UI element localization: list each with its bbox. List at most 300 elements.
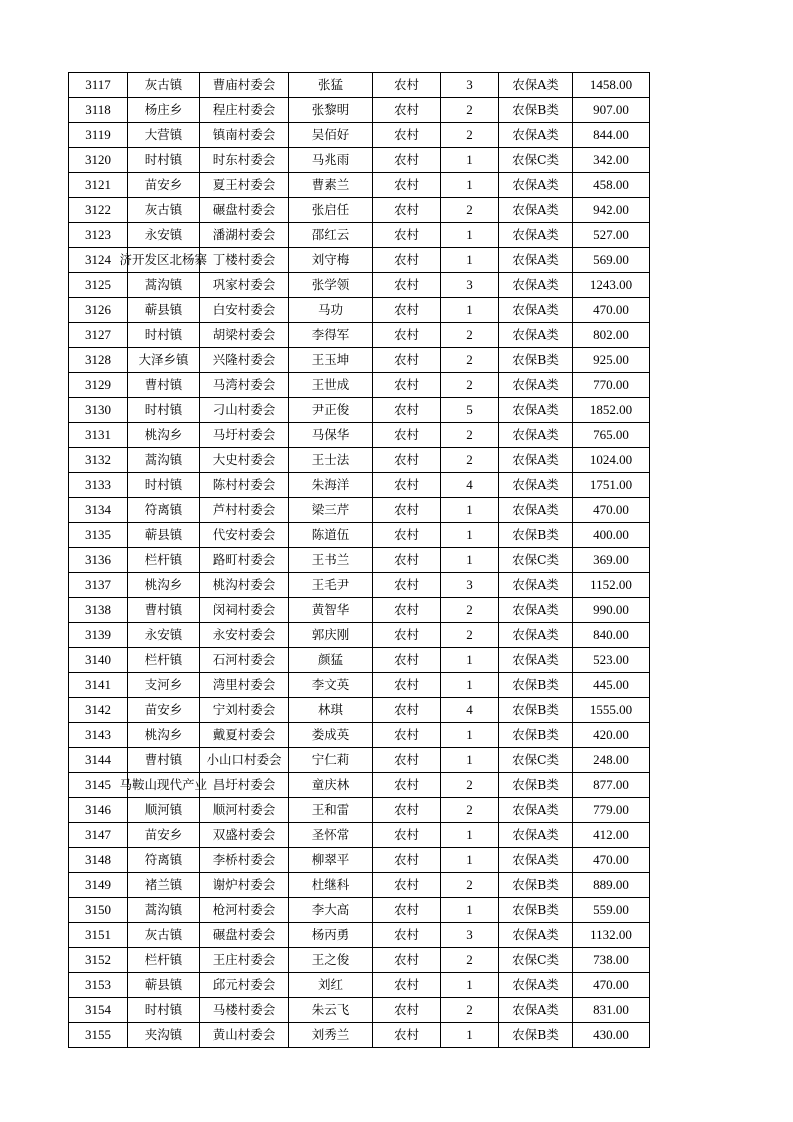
- household-size-cell: 2: [441, 198, 499, 223]
- village-committee-cell: 顺河村委会: [200, 798, 289, 823]
- insurance-category-cell: 农保A类: [499, 473, 573, 498]
- serial-number-cell: 3135: [69, 523, 128, 548]
- area-type-cell: 农村: [373, 848, 441, 873]
- township-text: 支河乡: [144, 677, 183, 692]
- amount-cell: 248.00: [573, 748, 650, 773]
- amount-cell: 889.00: [573, 873, 650, 898]
- village-committee-cell: 潘湖村委会: [200, 223, 289, 248]
- area-type-cell: 农村: [373, 748, 441, 773]
- insurance-category-cell: 农保B类: [499, 1023, 573, 1048]
- township-cell: [128, 373, 200, 398]
- township-text: 杨庄乡: [144, 102, 183, 117]
- table-row: [69, 798, 650, 823]
- village-committee-cell: 双盛村委会: [200, 823, 289, 848]
- insurance-category-cell: 农保C类: [499, 948, 573, 973]
- township-text: 济开发区北杨寨: [119, 252, 208, 267]
- area-type-cell: 农村: [373, 73, 441, 98]
- name-cell: 张猛: [289, 73, 373, 98]
- name-cell: 郭庆刚: [289, 623, 373, 648]
- village-committee-cell: 马楼村委会: [200, 998, 289, 1023]
- township-cell: [128, 473, 200, 498]
- name-cell: 张启任: [289, 198, 373, 223]
- household-size-cell: 1: [441, 848, 499, 873]
- amount-cell: 470.00: [573, 298, 650, 323]
- household-size-cell: 1: [441, 523, 499, 548]
- name-cell: 张黎明: [289, 98, 373, 123]
- township-text: 符离镇: [144, 502, 183, 517]
- village-committee-cell: 程庄村委会: [200, 98, 289, 123]
- name-cell: 王和雷: [289, 798, 373, 823]
- insurance-category-cell: 农保B类: [499, 348, 573, 373]
- village-committee-cell: 石河村委会: [200, 648, 289, 673]
- township-cell: [128, 698, 200, 723]
- name-cell: 林琪: [289, 698, 373, 723]
- household-size-cell: 1: [441, 498, 499, 523]
- township-text: 蕲县镇: [144, 527, 183, 542]
- village-committee-cell: 代安村委会: [200, 523, 289, 548]
- household-size-cell: 1: [441, 548, 499, 573]
- household-size-cell: 1: [441, 723, 499, 748]
- serial-number-cell: 3138: [69, 598, 128, 623]
- table-row: [69, 98, 650, 123]
- household-size-cell: 2: [441, 998, 499, 1023]
- area-type-cell: 农村: [373, 173, 441, 198]
- township-cell: [128, 523, 200, 548]
- village-committee-cell: 桃沟村委会: [200, 573, 289, 598]
- serial-number-cell: 3123: [69, 223, 128, 248]
- township-text: 灰古镇: [144, 77, 183, 92]
- serial-number-cell: 3147: [69, 823, 128, 848]
- insurance-category-cell: 农保A类: [499, 73, 573, 98]
- table-row: [69, 73, 650, 98]
- serial-number-cell: 3119: [69, 123, 128, 148]
- township-cell: [128, 923, 200, 948]
- table-row: [69, 223, 650, 248]
- township-text: 蒿沟镇: [144, 902, 183, 917]
- township-cell: [128, 123, 200, 148]
- township-text: 曹村镇: [144, 752, 183, 767]
- name-cell: 李大高: [289, 898, 373, 923]
- village-committee-cell: 小山口村委会: [200, 748, 289, 773]
- area-type-cell: 农村: [373, 298, 441, 323]
- serial-number-cell: 3130: [69, 398, 128, 423]
- amount-cell: 559.00: [573, 898, 650, 923]
- amount-cell: 990.00: [573, 598, 650, 623]
- township-cell: [128, 748, 200, 773]
- amount-cell: 470.00: [573, 848, 650, 873]
- insurance-category-cell: 农保A类: [499, 998, 573, 1023]
- serial-number-cell: 3129: [69, 373, 128, 398]
- amount-cell: 942.00: [573, 198, 650, 223]
- household-size-cell: 2: [441, 323, 499, 348]
- township-text: 栏杆镇: [144, 552, 183, 567]
- insurance-category-cell: 农保A类: [499, 198, 573, 223]
- table-row: [69, 873, 650, 898]
- area-type-cell: 农村: [373, 448, 441, 473]
- household-size-cell: 2: [441, 98, 499, 123]
- amount-cell: 1132.00: [573, 923, 650, 948]
- name-cell: 李文英: [289, 673, 373, 698]
- township-text: 时村镇: [144, 327, 183, 342]
- amount-cell: 907.00: [573, 98, 650, 123]
- area-type-cell: 农村: [373, 148, 441, 173]
- township-text: 大营镇: [144, 127, 183, 142]
- insurance-category-cell: 农保A类: [499, 373, 573, 398]
- area-type-cell: 农村: [373, 423, 441, 448]
- table-row: [69, 698, 650, 723]
- township-cell: [128, 823, 200, 848]
- name-cell: 王世成: [289, 373, 373, 398]
- household-size-cell: 2: [441, 373, 499, 398]
- table-row: [69, 973, 650, 998]
- village-committee-cell: 碾盘村委会: [200, 198, 289, 223]
- township-cell: [128, 998, 200, 1023]
- table-row: [69, 573, 650, 598]
- serial-number-cell: 3141: [69, 673, 128, 698]
- name-cell: 颜猛: [289, 648, 373, 673]
- village-committee-cell: 李桥村委会: [200, 848, 289, 873]
- table-row: [69, 773, 650, 798]
- amount-cell: 445.00: [573, 673, 650, 698]
- village-committee-cell: 胡梁村委会: [200, 323, 289, 348]
- township-text: 时村镇: [144, 477, 183, 492]
- name-cell: 杜继科: [289, 873, 373, 898]
- township-cell: [128, 673, 200, 698]
- name-cell: 柳翠平: [289, 848, 373, 873]
- household-size-cell: 2: [441, 448, 499, 473]
- township-cell: [128, 573, 200, 598]
- name-cell: 刘秀兰: [289, 1023, 373, 1048]
- serial-number-cell: 3153: [69, 973, 128, 998]
- table-row: [69, 623, 650, 648]
- table-row: [69, 173, 650, 198]
- table-row: [69, 648, 650, 673]
- serial-number-cell: 3134: [69, 498, 128, 523]
- household-size-cell: 3: [441, 573, 499, 598]
- insurance-category-cell: 农保A类: [499, 273, 573, 298]
- table-row: [69, 198, 650, 223]
- area-type-cell: 农村: [373, 998, 441, 1023]
- township-cell: [128, 848, 200, 873]
- table-row: [69, 548, 650, 573]
- serial-number-cell: 3117: [69, 73, 128, 98]
- household-size-cell: 1: [441, 898, 499, 923]
- amount-cell: 420.00: [573, 723, 650, 748]
- insurance-category-cell: 农保A类: [499, 573, 573, 598]
- amount-cell: 470.00: [573, 973, 650, 998]
- area-type-cell: 农村: [373, 823, 441, 848]
- township-cell: [128, 598, 200, 623]
- area-type-cell: 农村: [373, 948, 441, 973]
- household-size-cell: 2: [441, 873, 499, 898]
- table-row: [69, 923, 650, 948]
- township-text: 曹村镇: [144, 377, 183, 392]
- village-committee-cell: 白安村委会: [200, 298, 289, 323]
- name-cell: 王玉坤: [289, 348, 373, 373]
- table-row: [69, 373, 650, 398]
- area-type-cell: 农村: [373, 598, 441, 623]
- area-type-cell: 农村: [373, 973, 441, 998]
- insurance-category-cell: 农保A类: [499, 798, 573, 823]
- household-size-cell: 1: [441, 248, 499, 273]
- household-size-cell: 3: [441, 273, 499, 298]
- amount-cell: 779.00: [573, 798, 650, 823]
- area-type-cell: 农村: [373, 548, 441, 573]
- insurance-category-cell: 农保A类: [499, 123, 573, 148]
- amount-cell: 1555.00: [573, 698, 650, 723]
- table-row: [69, 673, 650, 698]
- household-size-cell: 2: [441, 348, 499, 373]
- township-cell: [128, 423, 200, 448]
- township-cell: [119, 248, 208, 273]
- name-cell: 黄智华: [289, 598, 373, 623]
- township-text: 苗安乡: [144, 827, 183, 842]
- township-cell: [128, 873, 200, 898]
- insurance-category-cell: 农保B类: [499, 873, 573, 898]
- insurance-category-cell: 农保A类: [499, 448, 573, 473]
- insurance-category-cell: 农保B类: [499, 98, 573, 123]
- township-cell: [128, 323, 200, 348]
- village-committee-cell: 芦村村委会: [200, 498, 289, 523]
- household-size-cell: 1: [441, 223, 499, 248]
- insurance-category-cell: 农保A类: [499, 398, 573, 423]
- table-row: [69, 123, 650, 148]
- household-size-cell: 1: [441, 823, 499, 848]
- village-committee-cell: 镇南村委会: [200, 123, 289, 148]
- township-text: 桃沟乡: [144, 727, 183, 742]
- household-size-cell: 1: [441, 148, 499, 173]
- township-text: 蒿沟镇: [144, 452, 183, 467]
- household-size-cell: 1: [441, 173, 499, 198]
- area-type-cell: 农村: [373, 923, 441, 948]
- village-committee-cell: 宁刘村委会: [200, 698, 289, 723]
- amount-cell: 765.00: [573, 423, 650, 448]
- relief-roster-table: [68, 72, 650, 1048]
- township-cell: [128, 73, 200, 98]
- insurance-category-cell: 农保C类: [499, 548, 573, 573]
- area-type-cell: 农村: [373, 648, 441, 673]
- village-committee-cell: 戴夏村委会: [200, 723, 289, 748]
- township-cell: [128, 798, 200, 823]
- area-type-cell: 农村: [373, 348, 441, 373]
- name-cell: 圣怀常: [289, 823, 373, 848]
- insurance-category-cell: 农保C类: [499, 748, 573, 773]
- township-text: 蒿沟镇: [144, 277, 183, 292]
- village-committee-cell: 曹庙村委会: [200, 73, 289, 98]
- township-cell: [119, 773, 208, 798]
- serial-number-cell: 3148: [69, 848, 128, 873]
- village-committee-cell: 枪河村委会: [200, 898, 289, 923]
- name-cell: 娄成英: [289, 723, 373, 748]
- insurance-category-cell: 农保A类: [499, 973, 573, 998]
- insurance-category-cell: 农保A类: [499, 173, 573, 198]
- serial-number-cell: 3144: [69, 748, 128, 773]
- village-committee-cell: 永安村委会: [200, 623, 289, 648]
- amount-cell: 844.00: [573, 123, 650, 148]
- insurance-category-cell: 农保B类: [499, 698, 573, 723]
- household-size-cell: 1: [441, 673, 499, 698]
- household-size-cell: 5: [441, 398, 499, 423]
- name-cell: 李得军: [289, 323, 373, 348]
- amount-cell: 1024.00: [573, 448, 650, 473]
- amount-cell: 1152.00: [573, 573, 650, 598]
- insurance-category-cell: 农保B类: [499, 773, 573, 798]
- table-row: [69, 848, 650, 873]
- village-committee-cell: 大史村委会: [200, 448, 289, 473]
- township-cell: [128, 173, 200, 198]
- table-row: [69, 323, 650, 348]
- name-cell: 陈道伍: [289, 523, 373, 548]
- insurance-category-cell: 农保B类: [499, 673, 573, 698]
- household-size-cell: 2: [441, 123, 499, 148]
- table-row: [69, 273, 650, 298]
- township-text: 灰古镇: [144, 927, 183, 942]
- household-size-cell: 2: [441, 598, 499, 623]
- area-type-cell: 农村: [373, 898, 441, 923]
- area-type-cell: 农村: [373, 1023, 441, 1048]
- household-size-cell: 1: [441, 1023, 499, 1048]
- township-text: 苗安乡: [144, 177, 183, 192]
- serial-number-cell: 3140: [69, 648, 128, 673]
- insurance-category-cell: 农保A类: [499, 923, 573, 948]
- name-cell: 张学领: [289, 273, 373, 298]
- township-cell: [128, 198, 200, 223]
- area-type-cell: 农村: [373, 873, 441, 898]
- name-cell: 马功: [289, 298, 373, 323]
- village-committee-cell: 时东村委会: [200, 148, 289, 173]
- township-text: 灰古镇: [144, 202, 183, 217]
- name-cell: 马保华: [289, 423, 373, 448]
- area-type-cell: 农村: [373, 623, 441, 648]
- village-committee-cell: 兴隆村委会: [200, 348, 289, 373]
- insurance-category-cell: 农保A类: [499, 423, 573, 448]
- name-cell: 杨丙勇: [289, 923, 373, 948]
- household-size-cell: 2: [441, 773, 499, 798]
- insurance-category-cell: 农保A类: [499, 598, 573, 623]
- amount-cell: 840.00: [573, 623, 650, 648]
- village-committee-cell: 碾盘村委会: [200, 923, 289, 948]
- amount-cell: 877.00: [573, 773, 650, 798]
- table-row: [69, 898, 650, 923]
- area-type-cell: 农村: [373, 398, 441, 423]
- amount-cell: 1852.00: [573, 398, 650, 423]
- township-text: 曹村镇: [144, 602, 183, 617]
- township-text: 永安镇: [144, 627, 183, 642]
- household-size-cell: 3: [441, 73, 499, 98]
- village-committee-cell: 闵祠村委会: [200, 598, 289, 623]
- area-type-cell: 农村: [373, 273, 441, 298]
- serial-number-cell: 3146: [69, 798, 128, 823]
- township-cell: [128, 948, 200, 973]
- serial-number-cell: 3143: [69, 723, 128, 748]
- insurance-category-cell: 农保A类: [499, 623, 573, 648]
- name-cell: 刘守梅: [289, 248, 373, 273]
- table-row: [69, 598, 650, 623]
- area-type-cell: 农村: [373, 698, 441, 723]
- township-cell: [128, 1023, 200, 1048]
- serial-number-cell: 3120: [69, 148, 128, 173]
- amount-cell: 770.00: [573, 373, 650, 398]
- township-cell: [128, 398, 200, 423]
- household-size-cell: 4: [441, 473, 499, 498]
- table-row: [69, 823, 650, 848]
- insurance-category-cell: 农保C类: [499, 148, 573, 173]
- township-text: 时村镇: [144, 1002, 183, 1017]
- serial-number-cell: 3145: [69, 773, 128, 798]
- household-size-cell: 1: [441, 648, 499, 673]
- amount-cell: 831.00: [573, 998, 650, 1023]
- name-cell: 邵红云: [289, 223, 373, 248]
- insurance-category-cell: 农保A类: [499, 298, 573, 323]
- serial-number-cell: 3125: [69, 273, 128, 298]
- village-committee-cell: 谢炉村委会: [200, 873, 289, 898]
- household-size-cell: 1: [441, 298, 499, 323]
- serial-number-cell: 3151: [69, 923, 128, 948]
- township-cell: [128, 723, 200, 748]
- township-text: 蕲县镇: [144, 302, 183, 317]
- insurance-category-cell: 农保A类: [499, 498, 573, 523]
- amount-cell: 1458.00: [573, 73, 650, 98]
- serial-number-cell: 3136: [69, 548, 128, 573]
- table-row: [69, 1023, 650, 1048]
- table-row: [69, 723, 650, 748]
- area-type-cell: 农村: [373, 223, 441, 248]
- area-type-cell: 农村: [373, 673, 441, 698]
- household-size-cell: 3: [441, 923, 499, 948]
- name-cell: 王毛尹: [289, 573, 373, 598]
- name-cell: 尹正俊: [289, 398, 373, 423]
- household-size-cell: 4: [441, 698, 499, 723]
- village-committee-cell: 马圩村委会: [200, 423, 289, 448]
- village-committee-cell: 邱元村委会: [200, 973, 289, 998]
- township-cell: [128, 148, 200, 173]
- township-cell: [128, 898, 200, 923]
- insurance-category-cell: 农保A类: [499, 848, 573, 873]
- table-row: [69, 498, 650, 523]
- table-row: [69, 748, 650, 773]
- table-row: [69, 348, 650, 373]
- table-body: [69, 73, 650, 1048]
- area-type-cell: 农村: [373, 798, 441, 823]
- amount-cell: 527.00: [573, 223, 650, 248]
- village-committee-cell: 巩家村委会: [200, 273, 289, 298]
- serial-number-cell: 3126: [69, 298, 128, 323]
- township-cell: [128, 973, 200, 998]
- township-cell: [128, 548, 200, 573]
- village-committee-cell: 丁楼村委会: [200, 248, 289, 273]
- household-size-cell: 2: [441, 798, 499, 823]
- amount-cell: 1243.00: [573, 273, 650, 298]
- insurance-category-cell: 农保A类: [499, 823, 573, 848]
- village-committee-cell: 马湾村委会: [200, 373, 289, 398]
- insurance-category-cell: 农保B类: [499, 523, 573, 548]
- name-cell: 吴佰好: [289, 123, 373, 148]
- township-text: 栏杆镇: [144, 652, 183, 667]
- township-cell: [128, 348, 200, 373]
- table-row: [69, 423, 650, 448]
- household-size-cell: 2: [441, 423, 499, 448]
- serial-number-cell: 3133: [69, 473, 128, 498]
- household-size-cell: 2: [441, 948, 499, 973]
- area-type-cell: 农村: [373, 198, 441, 223]
- serial-number-cell: 3121: [69, 173, 128, 198]
- amount-cell: 523.00: [573, 648, 650, 673]
- amount-cell: 802.00: [573, 323, 650, 348]
- amount-cell: 412.00: [573, 823, 650, 848]
- township-text: 永安镇: [144, 227, 183, 242]
- insurance-category-cell: 农保A类: [499, 648, 573, 673]
- township-text: 大泽乡镇: [138, 352, 189, 367]
